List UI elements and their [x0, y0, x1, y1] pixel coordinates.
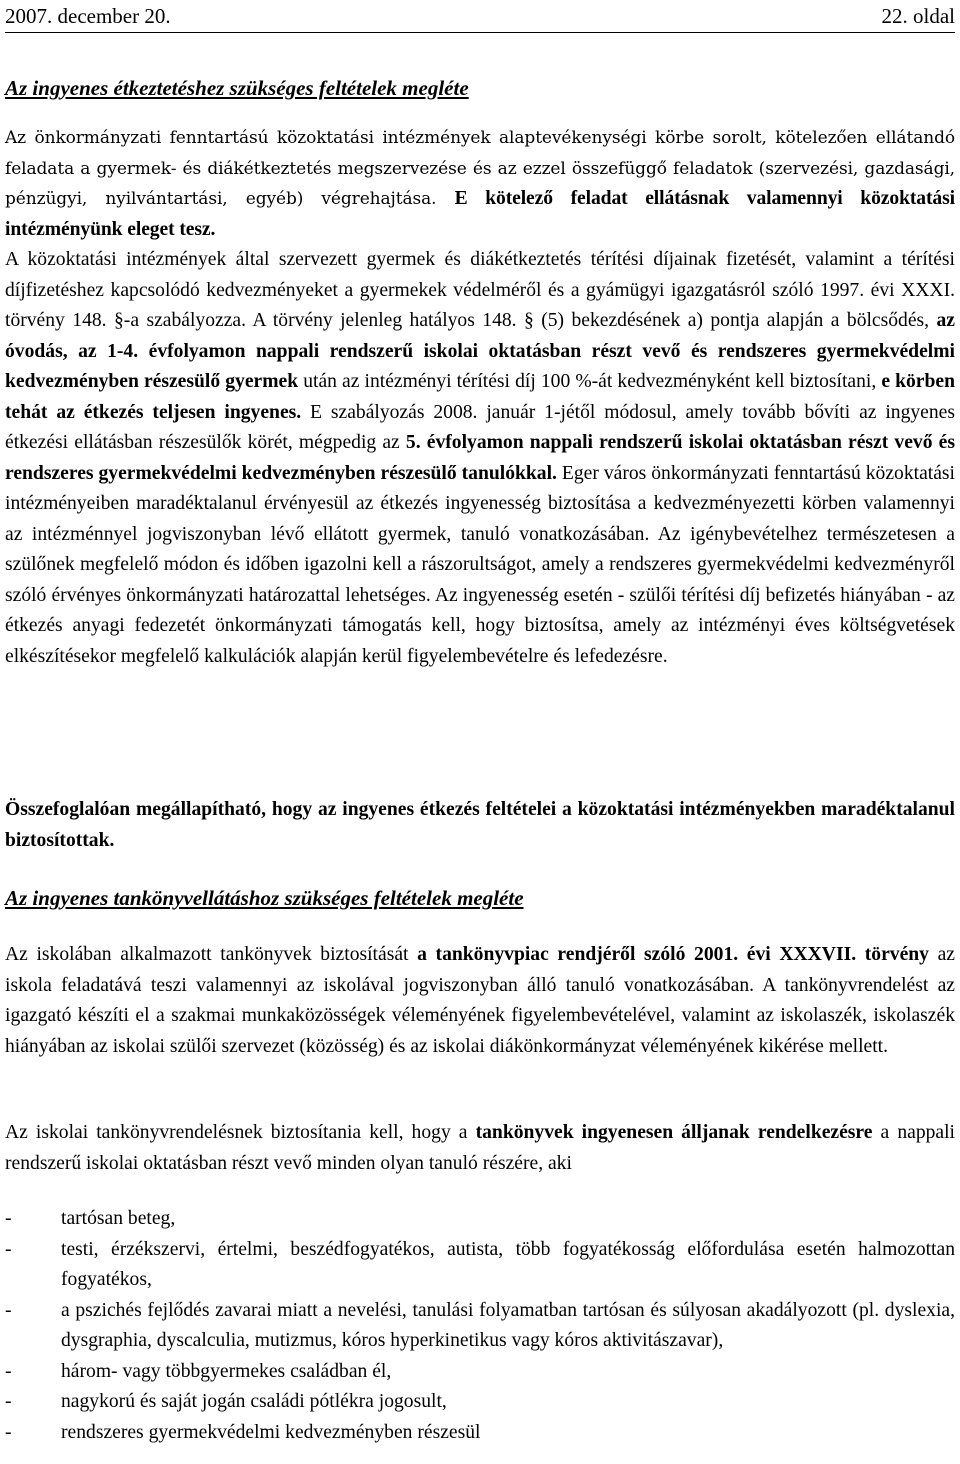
list-item-text: testi, érzékszervi, értelmi, beszédfogyatékos, autista, több fogyatékosság előfordulása esetén halmozottan fogyatékos,: [61, 1238, 955, 1290]
paragraph-textbooks-intro: [5, 940, 955, 1062]
header-page-number: 22. oldal: [881, 4, 955, 28]
section-title-meals: Az ingyenes étkeztetéshez szükséges feltételek megléte: [5, 76, 469, 100]
paragraph-meals-summary: Összefoglalóan megállapítható, hogy az ingyenes étkezés feltételei a közoktatási intézményekben maradéktalanul biztosítottak.: [5, 799, 955, 851]
paragraph-meals-intro-bold: E kötelező feladat ellátásnak valamennyi közoktatási intézményünk eleget tesz.: [5, 188, 955, 240]
list-item: [5, 1235, 955, 1296]
section-title-textbooks: Az ingyenes tankönyvellátáshoz szükséges feltételek megléte: [5, 886, 524, 910]
dash-bullet: -: [5, 1421, 12, 1443]
page-header: [5, 0, 955, 33]
list-item-text: tartósan beteg,: [61, 1208, 176, 1229]
eligibility-list: [5, 1204, 955, 1448]
paragraph-meals-intro-text: Az önkormányzati fenntartású közoktatási intézmények alaptevékenységi körbe sorolt, kötelezően ellátandó feladata a gyermek- és diákétkeztetés megszervezése és az ezzel összefüggő feladatok (szervezési, gazdasági, pénzügyi, nyilvántartási, egyéb) végrehajtása.: [5, 128, 955, 209]
paragraph-textbooks-requirement: [5, 1118, 955, 1179]
list-item: [5, 1387, 955, 1418]
list-item-text: rendszeres gyermekvédelmi kedvezményben részesül: [61, 1421, 481, 1443]
text-run: A közoktatási intézmények által szervezett gyermek és diákétkeztetés térítési díjainak fizetését, valamint a térítési díjfizetéshez kapcsolódó kedvezményeket a gyermekek védelméről és a gyámügyi igazgatásról szóló 1997. évi XXXI. törvény 148. §-a szabályozza. A törvény jelenleg hatályos 148. § (5) bekezdésének a) pontja alapján a bölcsődés,: [5, 249, 955, 331]
text-run: Eger város önkormányzati fenntartású közoktatási intézményeiben maradéktalanul érvényesül az étkezés ingyenesség biztosítása a kedvezményezetti körben valamennyi az intézménnyel jogviszonyban lévő ellátott gyermek, tanuló vonatkozásában. Az igénybevételhez természetesen a szülőnek megfelelő módon és időben igazolni kell a rászorultságot, amely a rendszeres gyermekvédelmi kedvezményről szóló érvényes önkormányzati határozattal lehetséges. Az ingyenesség esetén - szülői térítési díj befizetés hiányában - az étkezés anyagi fedezetét önkormányzati támogatás kell, hogy biztosítsa, amely az intézményi éves költségvetések elkészítésekor megfelelő kalkulációk alapján kerül figyelembevételre és lefedezésre.: [5, 462, 955, 667]
list-item-text: a pszichés fejlődés zavarai miatt a nevelési, tanulási folyamatban tartósan és súlyosan akadályozott (pl. dyslexia, dysgraphia, dyscalculia, mutizmus, kóros hyperkinetikus vagy kóros aktivitászavar),: [61, 1299, 955, 1351]
list-item: [5, 1296, 955, 1357]
dash-bullet: -: [5, 1391, 12, 1412]
dash-bullet: -: [5, 1238, 12, 1260]
header-date: 2007. december 20.: [5, 4, 171, 28]
text-run-bold: 5. évfolyamon nappali rendszerű iskolai oktatásban részt vevő és rendszeres gyermekvédelmi kedvezményben részesülő tanulókkal.: [5, 432, 955, 484]
paragraph-meals-regulation: [5, 245, 955, 672]
text-run-bold: az óvodás, az 1-4. évfolyamon nappali rendszerű iskolai oktatásban részt vevő és rendszeres gyermekvédelmi kedvezményben részesülő gyermek: [5, 310, 955, 392]
list-item-text: nagykorú és saját jogán családi pótlékra jogosult,: [61, 1391, 447, 1412]
dash-bullet: -: [5, 1299, 12, 1321]
text-run: Az iskolai tankönyvrendelésnek biztosítania kell, hogy a: [5, 1122, 476, 1143]
text-run-bold: e körben tehát az étkezés teljesen ingyenes.: [5, 371, 955, 423]
text-run: E szabályozás 2008. január 1-jétől módosul, amely tovább bővíti az ingyenes étkezési ellátásban részesülők körét, mégpedig az: [5, 401, 955, 453]
list-item: [5, 1418, 955, 1449]
text-run: Az iskolában alkalmazott tankönyvek biztosítását: [5, 944, 418, 965]
list-item: [5, 1357, 955, 1388]
dash-bullet: -: [5, 1208, 12, 1229]
text-run-bold: a tankönyvpiac rendjéről szóló 2001. évi XXXVII. törvény: [417, 944, 929, 965]
paragraph-meals-intro: [5, 123, 955, 245]
text-run: után az intézményi térítési díj 100 %-át kedvezményként kell biztosítani,: [298, 371, 882, 392]
list-item-text: három- vagy többgyermekes családban él,: [61, 1360, 392, 1382]
list-item: [5, 1204, 955, 1235]
document-page: [5, 0, 956, 1443]
dash-bullet: -: [5, 1360, 12, 1382]
text-run-bold: tankönyvek ingyenesen álljanak rendelkezésre: [475, 1122, 873, 1143]
text-run: az iskola feladatává teszi valamennyi az iskolával jogviszonyban álló tanuló vonatkozásában. A tankönyvrendelést az igazgató készíti el a szakmai munkaközösségek véleményének figyelembevételével, valamint az iskolaszék, iskolaszék hiányában az iskolai szülői szervezet (közösség) és az iskolai diákönkormányzat véleményének kikérése mellett.: [5, 944, 956, 1057]
text-run: a nappali rendszerű iskolai oktatásban részt vevő minden olyan tanuló részére, aki: [5, 1122, 955, 1174]
